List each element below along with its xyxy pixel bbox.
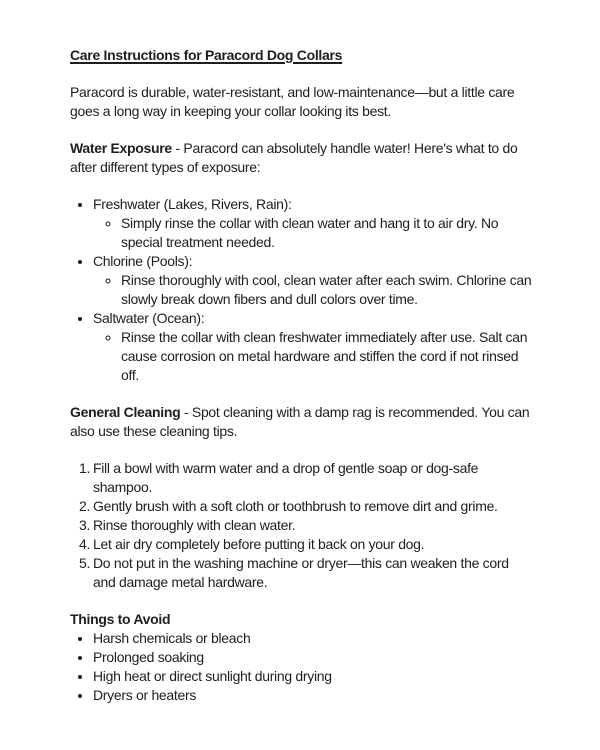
- exposure-sublist: [93, 214, 532, 252]
- exposure-instruction: ◦ Simply rinse the collar with clean water and hang it to air dry. No special treatment needed.: [121, 214, 532, 252]
- avoid-item-heat: • High heat or direct sunlight during drying: [93, 667, 532, 686]
- avoid-item-chemicals: • Harsh chemicals or bleach: [93, 629, 532, 648]
- exposure-type-label: Freshwater (Lakes, Rivers, Rain):: [93, 196, 292, 212]
- things-to-avoid-heading: Things to Avoid: [70, 611, 171, 627]
- avoid-item-soaking: • Prolonged soaking: [93, 648, 532, 667]
- cleaning-step-5: Do not put in the washing machine or dryer—this can weaken the cord and damage metal hardware.: [93, 555, 509, 590]
- cleaning-steps-list: [70, 459, 532, 592]
- general-cleaning-paragraph: [70, 403, 532, 441]
- avoid-item-dryers: • Dryers or heaters: [93, 686, 532, 705]
- exposure-item-chlorine: [93, 252, 532, 309]
- exposure-type-label: Saltwater (Ocean):: [93, 310, 205, 326]
- water-exposure-paragraph: [70, 139, 532, 177]
- general-cleaning-lead: - Spot cleaning with a damp rag is recommended. You can also use these cleaning tips.: [70, 404, 530, 439]
- exposure-instruction: ◦ Rinse thoroughly with cool, clean water after each swim. Chlorine can slowly break down fibers and dull colors over time.: [121, 271, 532, 309]
- document-title: Care Instructions for Paracord Dog Collars: [70, 47, 343, 63]
- exposure-item-saltwater: [93, 309, 532, 385]
- cleaning-step-2: Gently brush with a soft cloth or toothbrush to remove dirt and grime.: [93, 498, 498, 514]
- exposure-item-freshwater: [93, 195, 532, 252]
- exposure-sublist: [93, 271, 532, 309]
- water-exposure-list: [70, 195, 532, 385]
- exposure-sublist: [93, 328, 532, 385]
- exposure-type-label: Chlorine (Pools):: [93, 253, 193, 269]
- cleaning-step-1: Fill a bowl with warm water and a drop of gentle soap or dog-safe shampoo.: [93, 460, 479, 495]
- water-exposure-lead: - Paracord can absolutely handle water! Here's what to do after different types of exposure:: [70, 140, 518, 175]
- things-to-avoid-paragraph: [70, 610, 532, 629]
- things-to-avoid-list: [70, 629, 532, 705]
- general-cleaning-heading: General Cleaning: [70, 404, 181, 420]
- intro-paragraph: Paracord is durable, water-resistant, and low-maintenance—but a little care goes a long way in keeping your collar looking its best.: [70, 84, 515, 119]
- cleaning-step-4: Let air dry completely before putting it back on your dog.: [93, 536, 425, 552]
- cleaning-step-3: Rinse thoroughly with clean water.: [93, 517, 296, 533]
- exposure-instruction: ◦ Rinse the collar with clean freshwater immediately after use. Salt can cause corrosion on metal hardware and stiffen the cord if not rinsed off.: [121, 328, 532, 385]
- water-exposure-heading: Water Exposure: [70, 140, 172, 156]
